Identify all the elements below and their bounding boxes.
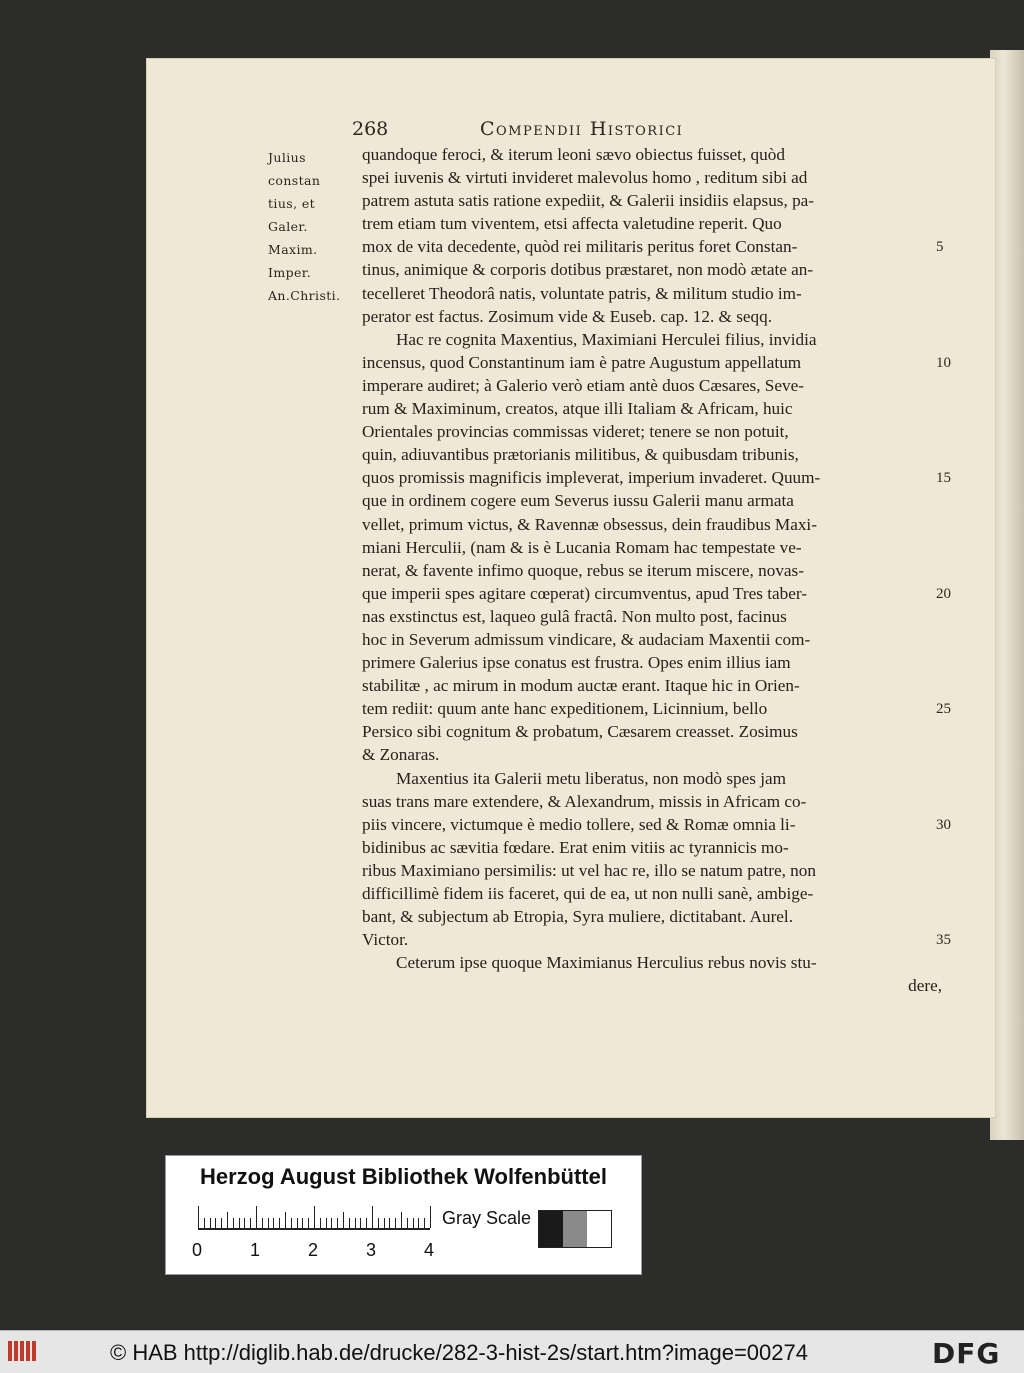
text-line: bant, & subjectum ab Etropia, Syra muliere, dictitabant. Aurel. <box>362 907 794 927</box>
margin-note-line: Maxim. <box>268 242 318 257</box>
text-line: patrem astuta satis ratione expediit, & Galerii insidiis elapsus, pa- <box>362 191 815 211</box>
gray-scale-swatches <box>538 1210 612 1248</box>
ruler-tick <box>279 1218 280 1228</box>
ruler-tick <box>407 1218 408 1228</box>
text-line: difficillimè fidem iis faceret, qui de ea, ut non nulli sanè, ambige- <box>362 884 814 903</box>
ruler-tick <box>233 1218 234 1228</box>
ruler-label: 2 <box>308 1240 319 1260</box>
ruler-tick <box>273 1218 274 1228</box>
text-line: trem etiam tum viventem, etsi affecta valetudine reperit. Quo <box>362 214 782 234</box>
text-line: tinus, animique & corporis dotibus præstaret, non modò ætate an- <box>362 260 814 280</box>
text-line: ribus Maximiano persimilis: ut vel hac re, illo se natum patre, non <box>362 860 816 880</box>
margin-note-line: tius, et <box>268 196 316 211</box>
gray-swatch <box>539 1211 563 1247</box>
ruler-tick <box>360 1218 361 1228</box>
text-line: hoc in Severum admissum vindicare, & audaciam Maxentii com- <box>362 629 811 649</box>
margin-note-line: Imper. <box>268 265 312 280</box>
text-line: suas trans mare extendere, & Alexandrum, missis in Africam co- <box>362 791 807 811</box>
ruler-label: 3 <box>366 1240 377 1260</box>
ruler-tick <box>314 1206 315 1228</box>
text-line: Ceterum ipse quoque Maximianus Herculius rebus novis stu- <box>396 953 817 973</box>
text-line: Persico sibi cognitum & probatum, Cæsarem creasset. Zosimus <box>362 722 798 742</box>
ruler-tick <box>326 1218 327 1228</box>
ruler-tick <box>285 1212 286 1228</box>
margin-note <box>268 146 360 307</box>
margin-note-line: An.Christi. <box>268 288 341 303</box>
ruler-tick <box>239 1218 240 1228</box>
ruler-tick <box>401 1212 402 1228</box>
text-line: quos promissis magnificis impleverat, imperium invaderet. Quum- <box>362 468 821 488</box>
ruler-tick <box>221 1218 222 1228</box>
ruler-tick <box>256 1206 257 1228</box>
line-number: 10 <box>936 354 951 371</box>
ruler-tick <box>291 1218 292 1228</box>
line-number: 5 <box>936 239 944 256</box>
library-name: Herzog August Bibliothek Wolfenbüttel <box>200 1164 607 1189</box>
ruler-tick <box>355 1218 356 1228</box>
ruler-tick <box>343 1212 344 1228</box>
text-line: tem rediit: quum ante hanc expeditionem, Licinnium, bello <box>362 699 768 719</box>
gray-scale-label: Gray Scale <box>442 1208 532 1228</box>
ruler-tick <box>349 1218 350 1228</box>
ruler-tick <box>389 1218 390 1228</box>
ruler-tick <box>366 1218 367 1228</box>
text-line: Hac re cognita Maxentius, Maximiani Herculei filius, invidia <box>396 329 817 349</box>
text-line: stabilitæ , ac mirum in modum auctæ erant. Itaque hic in Orien- <box>362 676 800 696</box>
ruler-tick <box>424 1218 425 1228</box>
text-line: spei iuvenis & virtuti invideret malevolus homo , reditum sibi ad <box>362 168 808 188</box>
ruler-tick <box>268 1218 269 1228</box>
ruler-tick <box>372 1206 373 1228</box>
ruler-tick <box>297 1218 298 1228</box>
ruler-tick <box>384 1218 385 1228</box>
ruler-tick <box>395 1218 396 1228</box>
ruler-label: 0 <box>192 1240 203 1260</box>
text-line: tecelleret Theodorâ natis, voluntate patris, & militum studio im- <box>362 283 802 303</box>
line-number: 30 <box>936 816 951 833</box>
margin-note-line: Galer. <box>268 219 308 234</box>
ruler-tick <box>413 1218 414 1228</box>
ruler-tick <box>378 1218 379 1228</box>
text-line: primere Galerius ipse conatus est frustra. Opes enim illius iam <box>362 653 791 673</box>
text-line: Orientales provincias commissas videret; tenere se non potuit, <box>362 422 789 442</box>
text-line: quandoque feroci, & iterum leoni sævo obiectus fuisset, quòd <box>362 145 785 164</box>
text-line: quin, adiuvantibus prætorianis militibus, & quibusdam tribunis, <box>362 445 799 465</box>
ruler-tick <box>331 1218 332 1228</box>
text-line: Maxentius ita Galerii metu liberatus, non modò spes jam <box>396 768 786 788</box>
book-icon <box>6 1337 38 1365</box>
text-line: miani Herculii, (nam & is è Lucania Romam hac tempestate ve- <box>362 537 802 557</box>
running-head: Compendii Historici <box>480 118 684 140</box>
ruler-tick <box>198 1206 199 1228</box>
ruler-label: 4 <box>424 1240 435 1260</box>
text-line: rum & Maximinum, creatos, atque illi Italiam & Africam, huic <box>362 399 793 419</box>
text-line: & Zonaras. <box>362 745 440 765</box>
ruler-tick <box>210 1218 211 1228</box>
text-line: nerat, & favente infimo quoque, rebus se iterum miscere, novas- <box>362 560 804 580</box>
text-line: mox de vita decedente, quòd rei militaris peritus foret Constan- <box>362 237 798 257</box>
ruler-tick <box>320 1218 321 1228</box>
ruler-labels <box>192 1240 452 1264</box>
text-line: que imperii spes agitare cœperat) circumventus, apud Tres taber- <box>362 583 807 603</box>
ruler-tick <box>430 1206 431 1228</box>
color-scale-card <box>165 1155 642 1275</box>
text-line: imperare audiret; à Galerio verò etiam antè duos Cæsares, Seve- <box>362 375 804 395</box>
text-line: bidinibus ac sævitia fœdare. Erat enim vitiis ac tyrannicis mo- <box>362 837 789 857</box>
margin-note-line: constan <box>268 173 321 188</box>
copyright-url[interactable]: © HAB http://diglib.hab.de/drucke/282-3-hist-2s/start.htm?image=00274 <box>110 1340 808 1365</box>
text-line: dere, <box>908 976 942 996</box>
ruler-tick <box>250 1218 251 1228</box>
dfg-logo: DFG <box>932 1337 1001 1370</box>
text-line: incensus, quod Constantinum iam è patre Augustum appellatum <box>362 352 802 372</box>
ruler-baseline <box>198 1228 430 1230</box>
line-number: 35 <box>936 932 951 949</box>
text-line: perator est factus. Zosimum vide & Euseb. cap. 12. & seqq. <box>362 306 773 326</box>
ruler-tick <box>262 1218 263 1228</box>
gray-swatch <box>587 1211 611 1247</box>
ruler-tick <box>337 1218 338 1228</box>
text-line: nas exstinctus est, laqueo gulâ fractâ. Non multo post, facinus <box>362 606 787 626</box>
ruler <box>198 1206 430 1230</box>
ruler-tick <box>215 1218 216 1228</box>
line-number: 25 <box>936 701 951 718</box>
text-line: Victor. <box>362 930 409 950</box>
text-line: vellet, primum victus, & Ravennæ obsessus, dein fraudibus Maxi- <box>362 514 817 534</box>
body-text <box>362 143 942 997</box>
line-number: 20 <box>936 585 951 602</box>
line-number: 15 <box>936 470 951 487</box>
gray-swatch <box>563 1211 587 1247</box>
text-line: que in ordinem cogere eum Severus iussu Galerii manu armata <box>362 491 794 511</box>
ruler-tick <box>308 1218 309 1228</box>
text-line: piis vincere, victumque è medio tollere, sed & Romæ omnia li- <box>362 814 796 834</box>
ruler-tick <box>418 1218 419 1228</box>
footer-bar <box>0 1330 1024 1373</box>
margin-note-line: Julius <box>268 150 306 165</box>
ruler-label: 1 <box>250 1240 261 1260</box>
page-number: 268 <box>352 118 389 140</box>
ruler-tick <box>204 1218 205 1228</box>
ruler-tick <box>302 1218 303 1228</box>
ruler-tick <box>227 1212 228 1228</box>
ruler-tick <box>244 1218 245 1228</box>
